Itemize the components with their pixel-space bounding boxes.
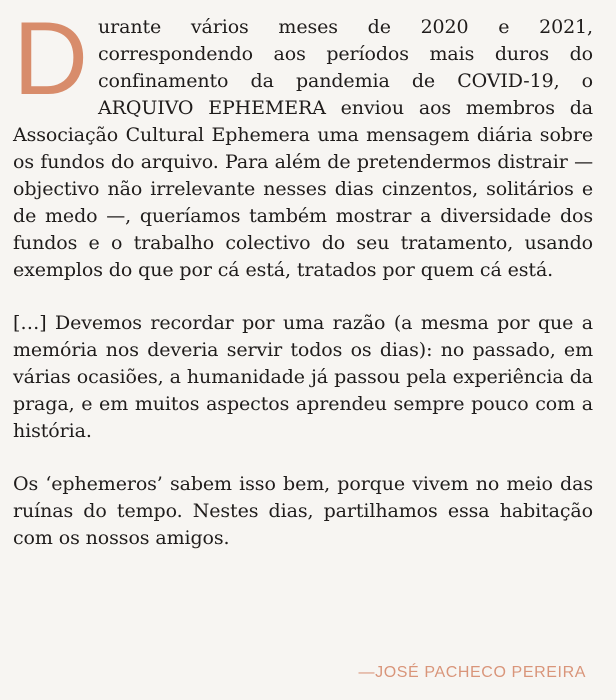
drop-cap-letter: D <box>13 1 89 117</box>
paragraph-intro <box>13 1 593 284</box>
author-signature: —JOSÉ PACHECO PEREIRA <box>358 664 586 681</box>
article-body <box>13 1 593 552</box>
paragraph-ephemeros: Os ‘ephemeros’ sabem isso bem, porque vivem no meio das ruínas do tempo. Nestes dias, partilhamos essa habitação com os nossos amigos. <box>13 473 593 549</box>
paragraph-memory: […] Devemos recordar por uma razão (a mesma por que a memória nos deveria servir todos os dias): no passado, em várias ocasiões, a humanidade já passou pela experiência da praga, e em muitos aspectos aprendeu sempre pouco com a história. <box>13 312 593 442</box>
paragraph-intro-text: urante vários meses de 2020 e 2021, correspondendo aos períodos mais duros do confinamento da pandemia de COVID-19, o ARQUIVO EPHEMERA enviou aos membros da Associação Cultural Ephemera uma mensagem diária sobre os fundos do arquivo. Para além de pretendermos distrair — objectivo não irrelevante nesses dias cinzentos, solitários e de medo —, queríamos também mostrar a diversidade dos fundos e o trabalho colectivo do seu tratamento, usando exemplos do que por cá está, tratados por quem cá está. <box>13 16 593 281</box>
